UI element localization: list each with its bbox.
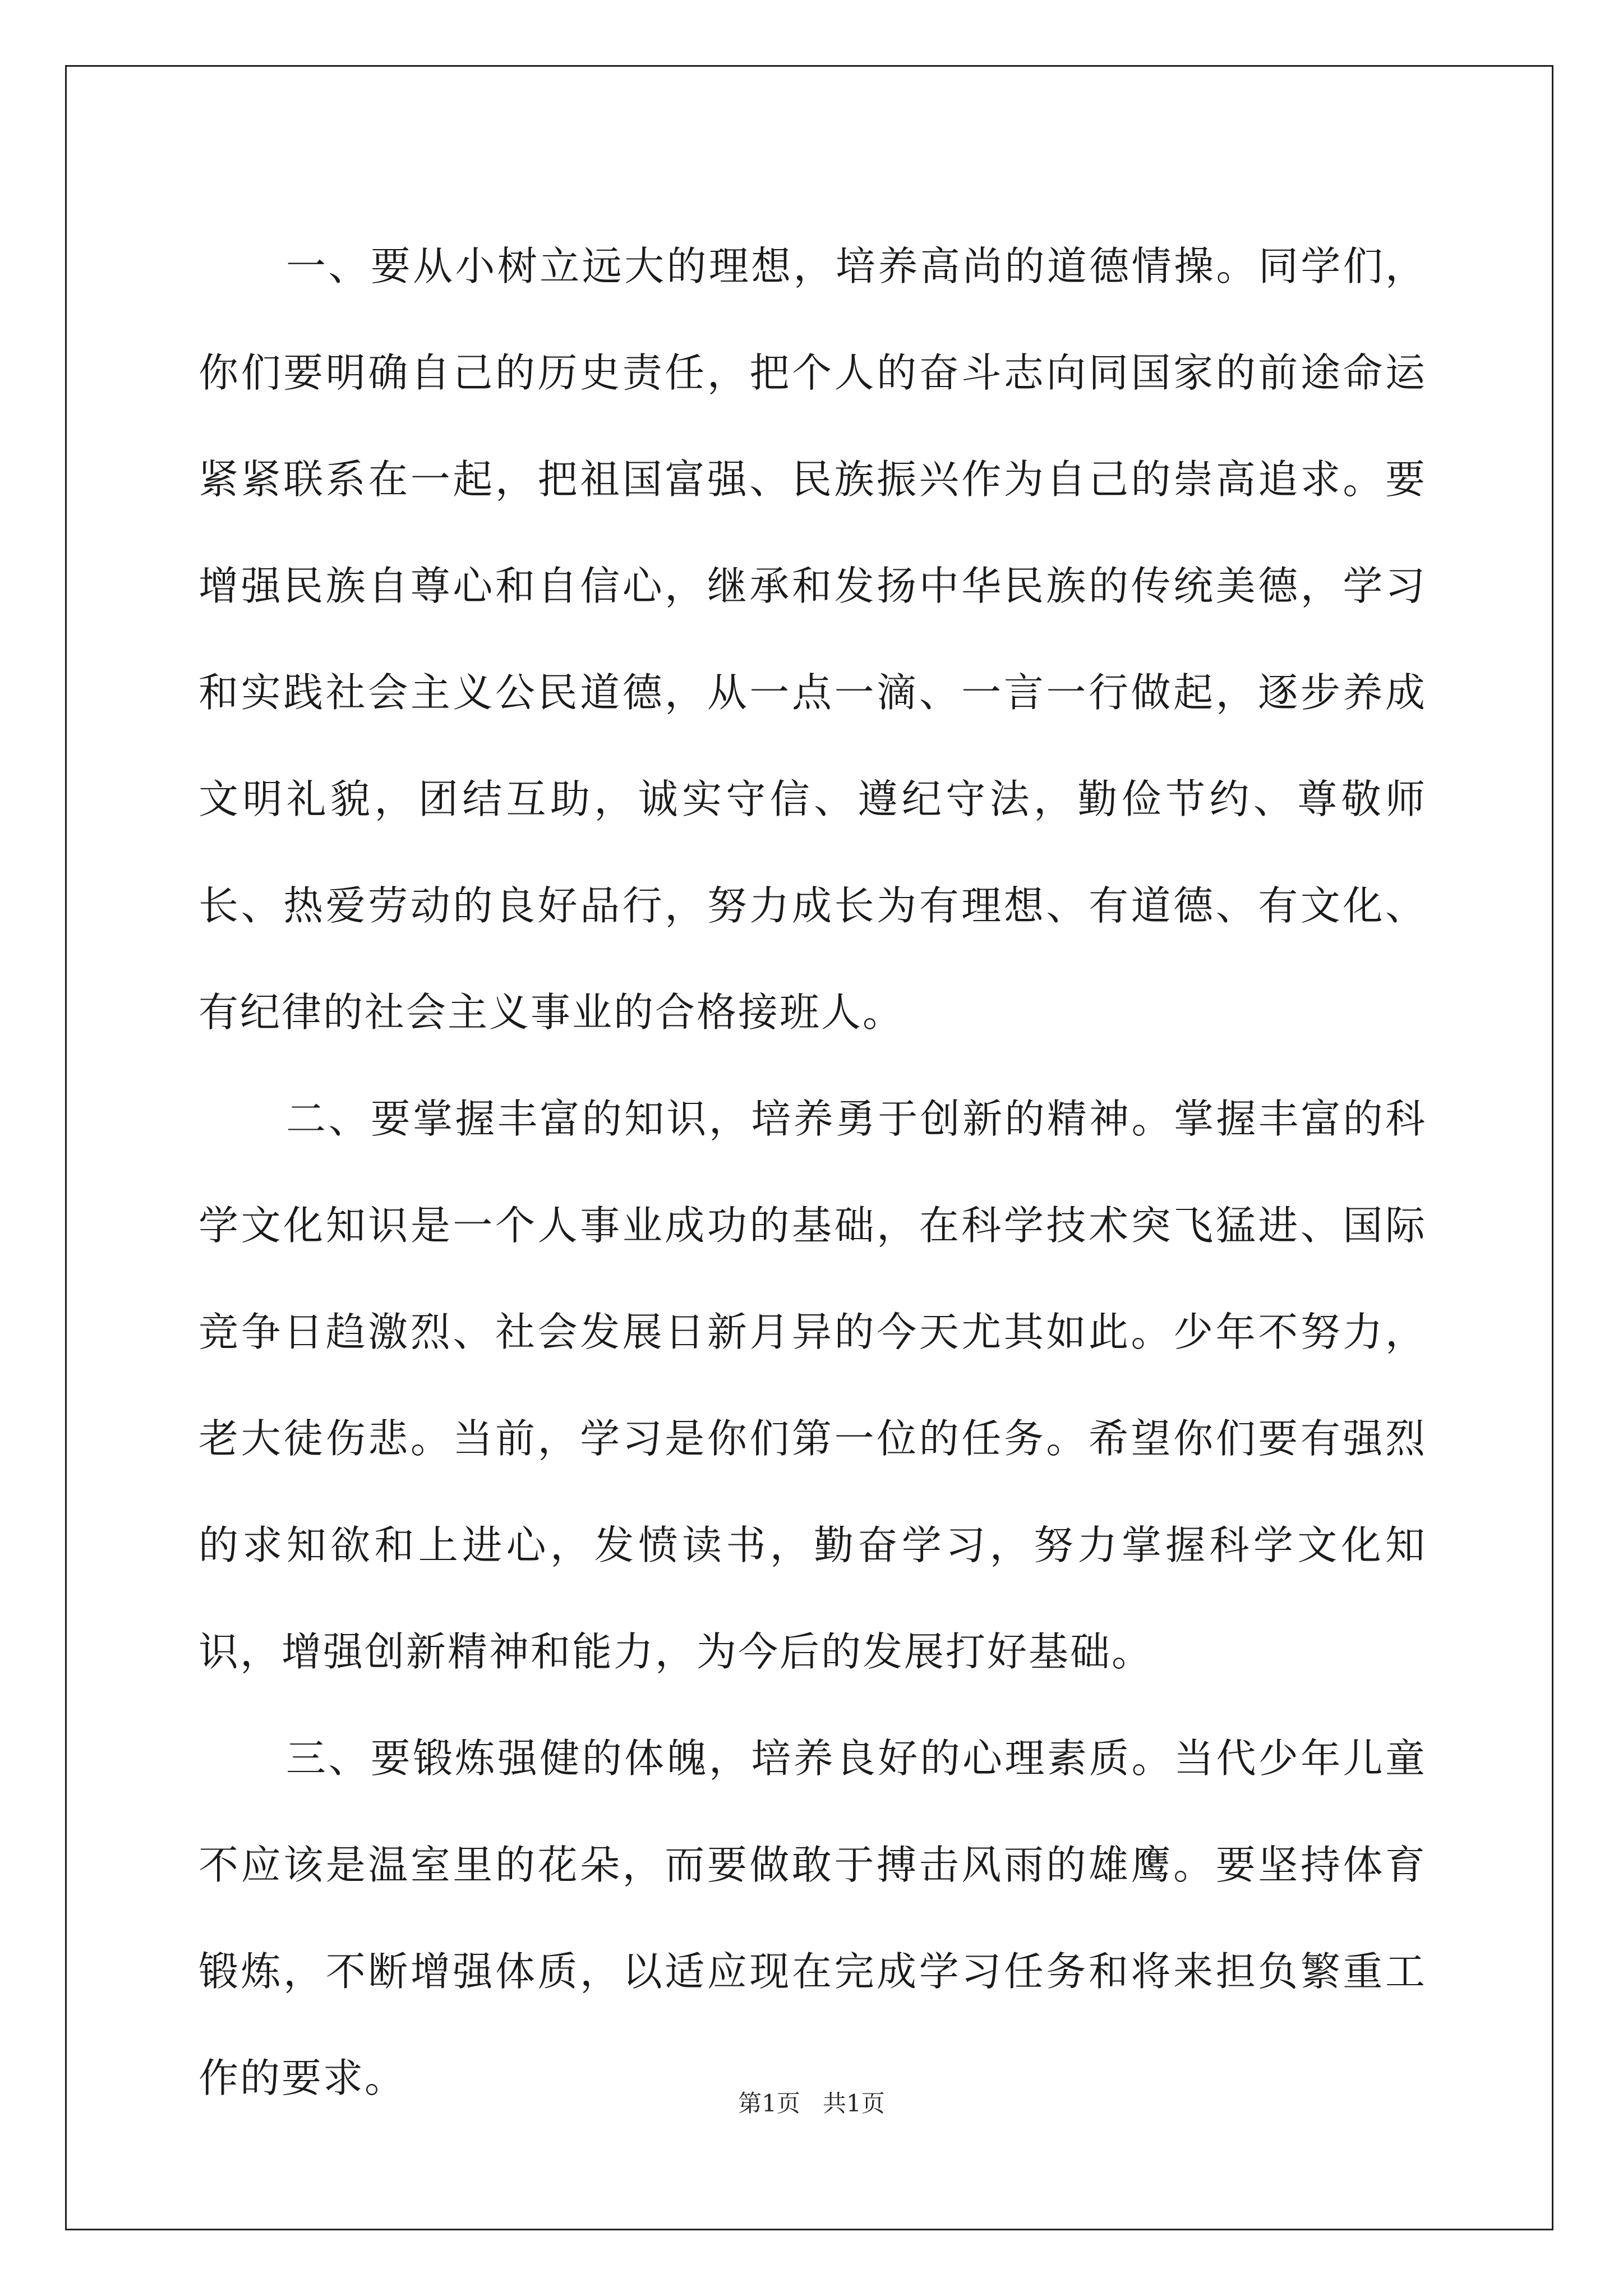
document-body (199, 213, 1427, 2132)
paragraph-3: 三、要锻炼强健的体魄，培养良好的心理素质。当代少年儿童不应该是温室里的花朵，而要做敢于搏击风雨的雄鹰。要坚持体育锻炼，不断增强体质，以适应现在完成学习任务和将来担负繁重工作的要求。 (199, 1735, 1427, 2101)
page-number-footer: 第1页 共1页 (738, 2090, 885, 2117)
paragraph-2: 二、要掌握丰富的知识，培养勇于创新的精神。掌握丰富的科学文化知识是一个人事业成功的基础，在科学技术突飞猛进、国际竞争日趋激烈、社会发展日新月异的今天尤其如此。少年不努力，老大徒伤悲。当前，学习是你们第一位的任务。希望你们要有强烈的求知欲和上进心，发愤读书，勤奋学习，努力掌握科学文化知识，增强创新精神和能力，为今后的发展打好基础。 (199, 1096, 1427, 1675)
paragraph-1: 一、要从小树立远大的理想，培养高尚的道德情操。同学们，你们要明确自己的历史责任，把个人的奋斗志向同国家的前途命运紧紧联系在一起，把祖国富强、民族振兴作为自己的崇高追求。要增强民族自尊心和自信心，继承和发扬中华民族的传统美德，学习和实践社会主义公民道德，从一点一滴、一言一行做起，逐步养成文明礼貌，团结互助，诚实守信、遵纪守法，勤俭节约、尊敬师长、热爱劳动的良好品行，努力成长为有理想、有道德、有文化、有纪律的社会主义事业的合格接班人。 (199, 243, 1427, 1036)
